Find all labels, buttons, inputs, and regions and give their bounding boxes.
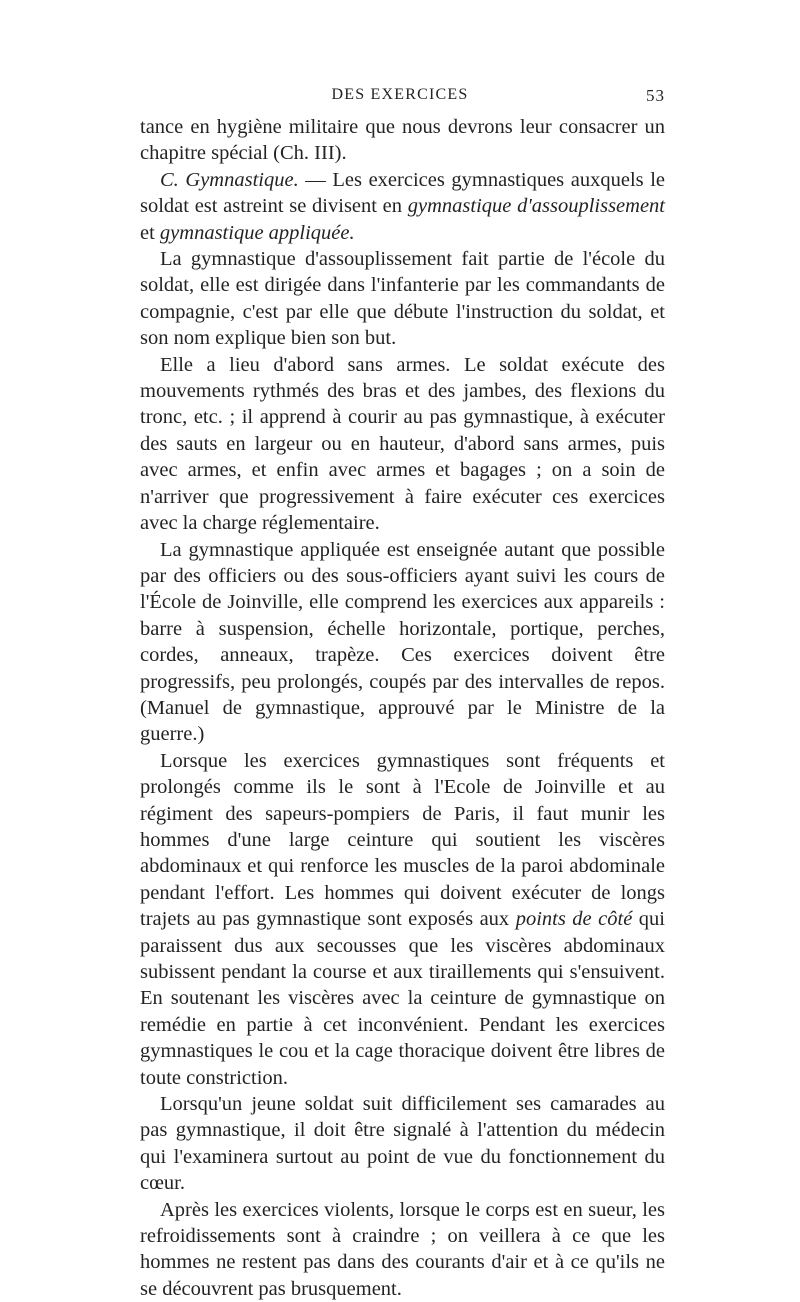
paragraph-jeune-soldat: Lorsqu'un jeune soldat suit difficilement ses camarades au pas gymnastique, il doit être signalé à l'attention du médecin qui l'examinera surtout au point de vue du fonctionnement du cœur. bbox=[140, 1093, 665, 1195]
text-run: Lorsque les exercices gymnastiques sont fréquents et prolongés comme ils le sont à l'Ecole de Joinville et au régiment des sapeurs-pompiers de Paris, il faut munir les hommes d'une large ceinture qui soutient les viscères abdominaux et qui renforce les muscles de la paroi abdominale pendant l'effort. Les hommes qui doivent exécuter de longs trajets au pas gymnastique sont exposés aux bbox=[140, 749, 665, 931]
italic-term: points de côté bbox=[515, 908, 633, 931]
paragraph-continuation: tance en hygiène militaire que nous devrons leur consacrer un chapitre spécial (Ch. III). bbox=[140, 116, 665, 165]
body-text bbox=[140, 114, 665, 1302]
text-run: qui paraissent dus aux secousses que les viscères abdominaux subissent pendant la course et aux tiraillements qui s'ensuivent. En soutenant les viscères avec la ceinture de gymnastique on remédie en partie à cet inconvénient. Pendant les exercices gymnastiques le cou et la cage thoracique doivent être libres de toute constriction. bbox=[140, 908, 665, 1089]
paragraph-refroidissements: Après les exercices violents, lorsque le corps est en sueur, les refroidissements sont à craindre ; on veillera à ce que les hommes ne restent pas dans des courants d'air et à ce qu'ils ne se découvrent pas brusquement. bbox=[140, 1198, 665, 1300]
italic-term: gymnastique d'assouplissement bbox=[407, 195, 665, 218]
page-number: 53 bbox=[646, 86, 665, 105]
paragraph-appliquee: La gymnastique appliquée est enseignée autant que possible par des officiers ou des sous-officiers ayant suivi les cours de l'École de Joinville, elle comprend les exercices aux appareils : barre à suspension, échelle horizontale, portique, perches, cordes, anneaux, trapèze. Ces exercices doivent être progressifs, peu prolongés, coupés par des intervalles de repos. (Manuel de gymnastique, approuvé par le Ministre de la guerre.) bbox=[140, 538, 665, 746]
text-run: et bbox=[140, 221, 160, 244]
running-header bbox=[0, 86, 800, 110]
paragraph-sans-armes: Elle a lieu d'abord sans armes. Le soldat exécute des mouvements rythmés des bras et des jambes, des flexions du tronc, etc. ; il apprend à courir au pas gymnastique, à exécuter des sauts en largeur ou en hauteur, d'abord sans armes, puis avec armes, et enfin avec armes et bagages ; on a soin de n'arriver que progressivement à faire exécuter ces exercices avec la charge réglementaire. bbox=[140, 353, 665, 535]
page-header-title: DES EXERCICES bbox=[331, 86, 469, 103]
paragraph-ceinture bbox=[140, 748, 665, 1091]
section-label: C. Gymnastique. bbox=[160, 168, 299, 191]
paragraph-gymnastique bbox=[140, 167, 665, 246]
text-run: — Les exercices gymnastiques auxquels le soldat est astreint se divisent en bbox=[140, 168, 666, 218]
paragraph-assouplissement: La gymnastique d'assouplissement fait partie de l'école du soldat, elle est dirigée dans l'infanterie par les commandants de compagnie, c'est par elle que débute l'instruction du soldat, et son nom explique bien son but. bbox=[140, 248, 665, 350]
italic-term: gymnastique appliquée. bbox=[159, 221, 355, 244]
